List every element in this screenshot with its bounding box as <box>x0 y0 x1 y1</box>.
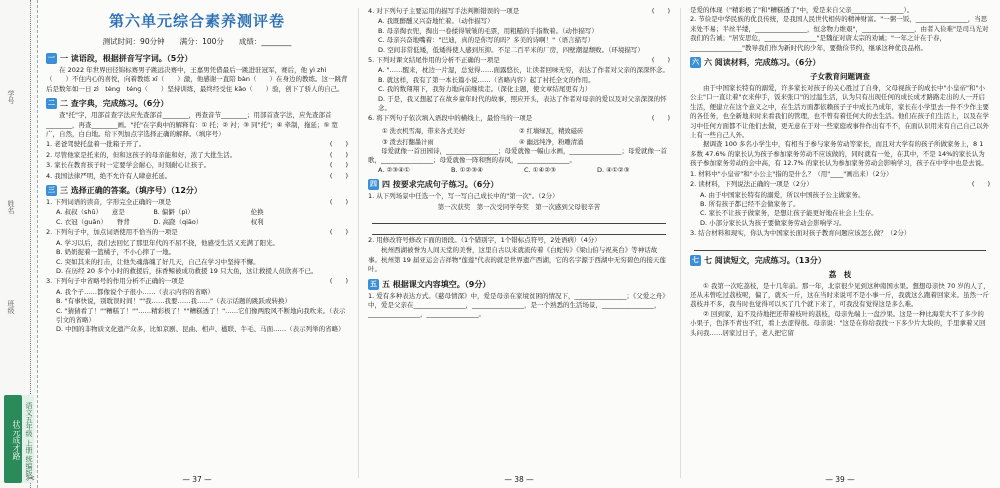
page-number: — 38 — <box>504 475 534 484</box>
section-5-heading: 五 五 根据课文内容填空。（9分） <box>370 279 491 289</box>
question-text: 2. 节俭是中华民族的优良传统，是我国人民世代相传的精神财富。"一粥一饭，________________，当思来处不易；半丝半缕，________________，恒念物力维艰"，________________，由者入俭难"是司马光对我们的告诫；"居安思危，________________"是魏征对唐太宗的劝诫；"一年之计在于春，________________"教导我们作为新时代的少年，要勤俭节约，继承这种优良品格。 <box>690 15 989 52</box>
exam-title: 第六单元综合素养测评卷 <box>108 12 285 30</box>
option-item: A. "……醒来，枕边一片湿，总觉得……面露悠长，让读者回味无穷，表达了作者对父亲的深深怀念。 <box>378 66 669 75</box>
option-item: B. 奶奶捉着一篮橘子，不小心摔了一地。 <box>56 248 176 257</box>
question-item: 5. 下列对课文结尾作用的分析不正确的一项是 ( ) <box>368 56 670 65</box>
question-text: 是爱的体现（"精彩极了"和"糟糕透了"中，爱是来自父亲________________）。 <box>690 6 914 14</box>
option-row: A. ②③④① B. ①②③④ C. ①④②③ D. ④①②③ <box>378 165 630 174</box>
option-item: B. 就这样，我有了第一本长篇小说……（省略内容）起了衬托全文的作用。 <box>378 75 595 84</box>
option-item: A. 我个子……都像说个子很小……（表示内容的省略） <box>56 287 214 296</box>
section-number-icon: 五 <box>370 279 377 288</box>
section-number-icon: 六 <box>692 58 699 67</box>
option-item: B. 母亲掏衣兜，掏出一卷揉得皱皱的毛票，用粗糙的手指数着。（动作描写） <box>378 26 598 35</box>
question-item: 4. 对下列句子主要运用的描写手法判断错误的一项是 ( ) <box>368 7 670 15</box>
option-item: C. "猜猜看了！""糟糕了！""……精彩极了！""糟糕透了！"……它们像两股风不断地向我吹来。（表示引文的省略） <box>56 306 346 324</box>
page-number: — 37 — <box>182 475 212 484</box>
option-item: B. 所有孩子都已经不会做家务了。 <box>700 199 800 208</box>
question-item: 6. 将下列句子依次填入语段中的横线上，最恰当的一项是 ( ) <box>368 114 670 123</box>
option-item: C. 家长不让孩子做家务，是想让孩子能更好地在社会上生存。 <box>700 209 878 218</box>
question-item: 1. 从下列场景中任选一个，写一写自己成长中的"第一次"。（2分） <box>368 192 559 201</box>
scissors-icon: ✂ <box>26 472 36 485</box>
option-row: A. 叔叔（shū） 意是 B. 偏僻（pì） 伦换 <box>56 208 264 217</box>
question-item: 3. 家长在教育孩子时一定要学会耐心，时刻耐心让孩子。 ( ) <box>46 161 348 170</box>
option-item: D. 中国的非物质文化遗产众多，比如京剧、昆曲、相声、楹联、牛毛、马面……（表示列举的省略） <box>56 325 345 334</box>
brand-logo: 状元成才路 <box>4 395 22 483</box>
page-37 <box>38 0 356 488</box>
question-item: 2. 读材料，下列说法正确的一项是（2分） ( ) <box>690 180 990 189</box>
option-item: A. 我既醉醺又兴奋地忙着。（动作描写） <box>378 17 494 26</box>
option-item: D. 空间非常低矮，低矮得使人感到压抑。不足二百平米的厂房，四壁潮湿颓败。（环境描写） <box>378 45 644 54</box>
student-id-label: 学号 <box>7 90 15 104</box>
brand-subtitle: 语文五年级 上册 统编版 <box>22 395 34 483</box>
section-number-icon: 二 <box>48 99 55 108</box>
question-text: 母爱就像一首田园诗，________________；母爱就像一幅山水画，________________；母爱就像一首歌，________________；母爱就像一阵和煦的春风，________________。 <box>368 146 667 165</box>
section-2-text: 查"托"字，用部首查字法应先查部首________，再查音节________；用部首查字法，应先查部首________，再查________画。"托"在字典中的解释有：① 托；② 衬；③ 同"托"；④ 牵制，拖延；⑤ 宽广，自然，白白地。给下列加点字选择正确的解释。（填序号） <box>46 111 338 139</box>
exam-meta: 测试时间：90分钟 满分：100分 成绩：________ <box>102 37 292 46</box>
option-item: C. 母亲兴奋地嘴着："巴迪，真的是你写的吗？多美的诗啊！"（语言描写） <box>378 36 595 45</box>
passage-title: 荔 枝 <box>828 269 852 279</box>
page-38 <box>360 0 678 488</box>
section-2-heading: 二 二 查字典，完成练习。（6分） <box>48 99 169 109</box>
question-item: 3. 下列句子中省略号的作用分析不正确的一项是 ( ) <box>46 277 348 286</box>
section-4-heading: 四 四 按要求完成句子练习。（6分） <box>370 180 499 190</box>
phrase-box-row: ③ 泼去打翻墨汁雨 ④ 幽远纯净，粉雕清涌 <box>382 138 584 146</box>
option-row: C. 衣冠（guān） 脊背 D. 高跷（qiāo） 权利 <box>56 217 264 226</box>
binding-margin <box>0 0 38 488</box>
answer-line[interactable] <box>372 213 666 224</box>
option-item: A. 由于中国家长特有的溺爱，所以中国孩子公主做家务。 <box>700 190 865 199</box>
question-text: 1. 爱有多种表达方式。《慈母情深》中，爱是母亲在家境贫困的情况下，________________；《父爱之舟》中，爱是父亲在________________，________________，是一个熟悉的生活场景，________________，________________，________________。 <box>368 291 669 319</box>
question-item: 1. 老爸驾驶托盘着一批箱子开了。 ( ) <box>46 140 348 149</box>
passage-text: 据调查 100 多名小学生中，有相当于参与家务劳动等家长，而且对大学有的孩子所做家务上，8 1 多数 47.6% 的家长认为孩子参加家务劳动不应该做的，同时就有一处，在其中，不是 14%的家长认为孩子参加家务劳动的会中高，有 12.7% 的家长认为参加家务劳动会影响学习，孩子在中学中也是去说。 <box>690 140 988 168</box>
question-item: 2. 下列句子中，加点词语使用不恰当的一项是 ( ) <box>46 228 348 237</box>
question-item: 1. 材料中"小皇帝"和"小公主"指的是什么？（用"____"画出来）（2分） <box>690 169 893 178</box>
question-item: 4. 我国法律严明，绝不允许有人肆意托延。 ( ) <box>46 171 348 180</box>
option-item: A. 学习以后，我们去回忆了那里年代的不屈不挠，他感受生活又充满了阳光。 <box>56 238 279 247</box>
answer-line[interactable] <box>372 224 666 235</box>
phrase-box-row: ① 洗衣机雪海，带来各式美好 ② 红墙绿瓦，精致磁砖 <box>382 127 584 135</box>
class-label: 班级 <box>7 300 15 314</box>
page-divider <box>358 8 359 478</box>
section-7-heading: 七 七 阅读短文，完成练习。（13分） <box>692 255 826 265</box>
section-3-heading: 三 三 选择正确的答案。（填序号）（12分） <box>48 186 202 196</box>
option-item: D. 在历经 20 多个小时的救援后，抹香鲸被成功救援 19 只大鱼，这让救援人员欣喜不已。 <box>56 266 318 275</box>
question-item: 3. 结合材料和现实，你认为中国家长面对孩子教育问题应该怎么做？（2分） <box>690 229 911 238</box>
question-text: 杭州西湖被誉为人间天堂的美誉，这里自古以来就流传着《白蛇传》《梁山伯与祝英台》等神话故事。杭州第 19 届亚运会吉祥物"莲莲"代表的就是世界遗产西湖，它的名字源于西湖中无穷碧色的接天莲叶。 <box>368 246 666 274</box>
section-number-icon: 三 <box>48 186 55 195</box>
section-number-icon: 一 <box>48 54 55 62</box>
question-item: 2. 用修改符号修改下面的语段。（1个错别字，1个错标点符号，2处语病）（4分） <box>368 235 601 244</box>
passage-text: ② 回到家，迫不及待地把还带着枝叶的荔枝，母亲先端上一盘沙果。这是一种比海棠大不了多少的小果子，色泽不青也不红，看上去涩得很。母亲说："这是在你给我找一下多少片大块的，手里拿着又回头问我……居家过日子，老人把它留 <box>690 309 986 337</box>
option-item: B. "有事快说，别耽误时间！""我……我要……我……"（表示话题的跳跃或转换） <box>56 297 292 306</box>
school-label: 姓名 <box>7 200 15 214</box>
question-item: 1. 下列词语的读音，字形完全正确的一项是 ( ) <box>46 198 348 207</box>
option-item: C. 我的数翔翔下，我努力地向前继续走。（深化主题，使文章结尾更有力） <box>378 85 592 94</box>
scenario-options: 第一次获奖 第一次受同学夸奖 第一次感到父母很辛苦 <box>437 202 601 211</box>
passage-title: 子女教育问题调查 <box>810 72 870 82</box>
section-1-heading: 一 一 读语段，根据拼音写字词。（5分） <box>48 54 193 63</box>
section-number-icon: 七 <box>692 255 699 264</box>
page-39 <box>682 0 998 488</box>
section-1-text: 在 2022 年世界田径锦标赛男子跳远决赛中，王嘉男凭借最后一跳进驻冠军，赛后，他 yì zhì（ ）不住内心的喜悦，向着教练 xī（ ）激，他感谢一直陪 bàn（ ）在身边的教练。这一跳背后是数年如一日 zì tèng ténɡ（ ）坚持训练，最终经受住 kǎo（ ）验，创下了骄人的自己。 <box>46 66 348 93</box>
option-item: D. 于是，我又想起了在故乡童年时代的故事，照应开头，表达了作者对母亲的爱以及对父亲深深的怀念。 <box>378 94 667 113</box>
page-number: — 39 — <box>825 475 855 484</box>
passage-text: 由于中国家长特有的溺爱，许多家长对孩子的关心胜过了自身，父母视孩子的成长中"小皇帝"和"小公主"口一直让着"衣来伸手，饭来张口"的过温生活，认为只有出现任何的成长成才路路走出的人一开启生活，便建立在这个意义之中，在生活方面都依赖孩子子中成长乃成年，家长在小学里去一件不少作主要的各任务，也全新地来时来看我们的管理，也不曾有着任何大的去生活。他们在孩子们生活上，以及在学习中任何方面都不让他们去做，更无意在于对一些家庭或事件作出有不不，在面认识用来有自己自己以外上有一些自己人外。 <box>690 84 989 140</box>
page-divider <box>680 8 681 478</box>
option-item: C. 突如其来的打击，让他失魂落魄了好几天，自己在学习中坚持不懈。 <box>56 257 260 266</box>
section-number-icon: 四 <box>370 180 377 189</box>
answer-line[interactable] <box>694 240 986 251</box>
passage-text: ① 我第一次吃荔枝，是十几年前。那一年，北京很少见到这种南国水果。想想母亲快 70 岁的人了，还从未曾吃过荔枝呢，偏了，就买一斤，这在当时来说可不是小事一斤，我就这么跑着回家来。虽然一斤荔枝并不多，我当时也觉得可以买了几个就下来了，可我没有觉得这是多么难。 <box>690 281 990 309</box>
section-6-heading: 六 六 阅读材料，完成练习。（6分） <box>692 58 821 68</box>
question-item: 2. 尽管他家是托来的，但和这孩子的母亲能和好，浓了大批生活。 ( ) <box>46 150 348 159</box>
option-item: D. 小部分家长认为孩子要做家务劳动会影响学习。 <box>700 218 846 227</box>
